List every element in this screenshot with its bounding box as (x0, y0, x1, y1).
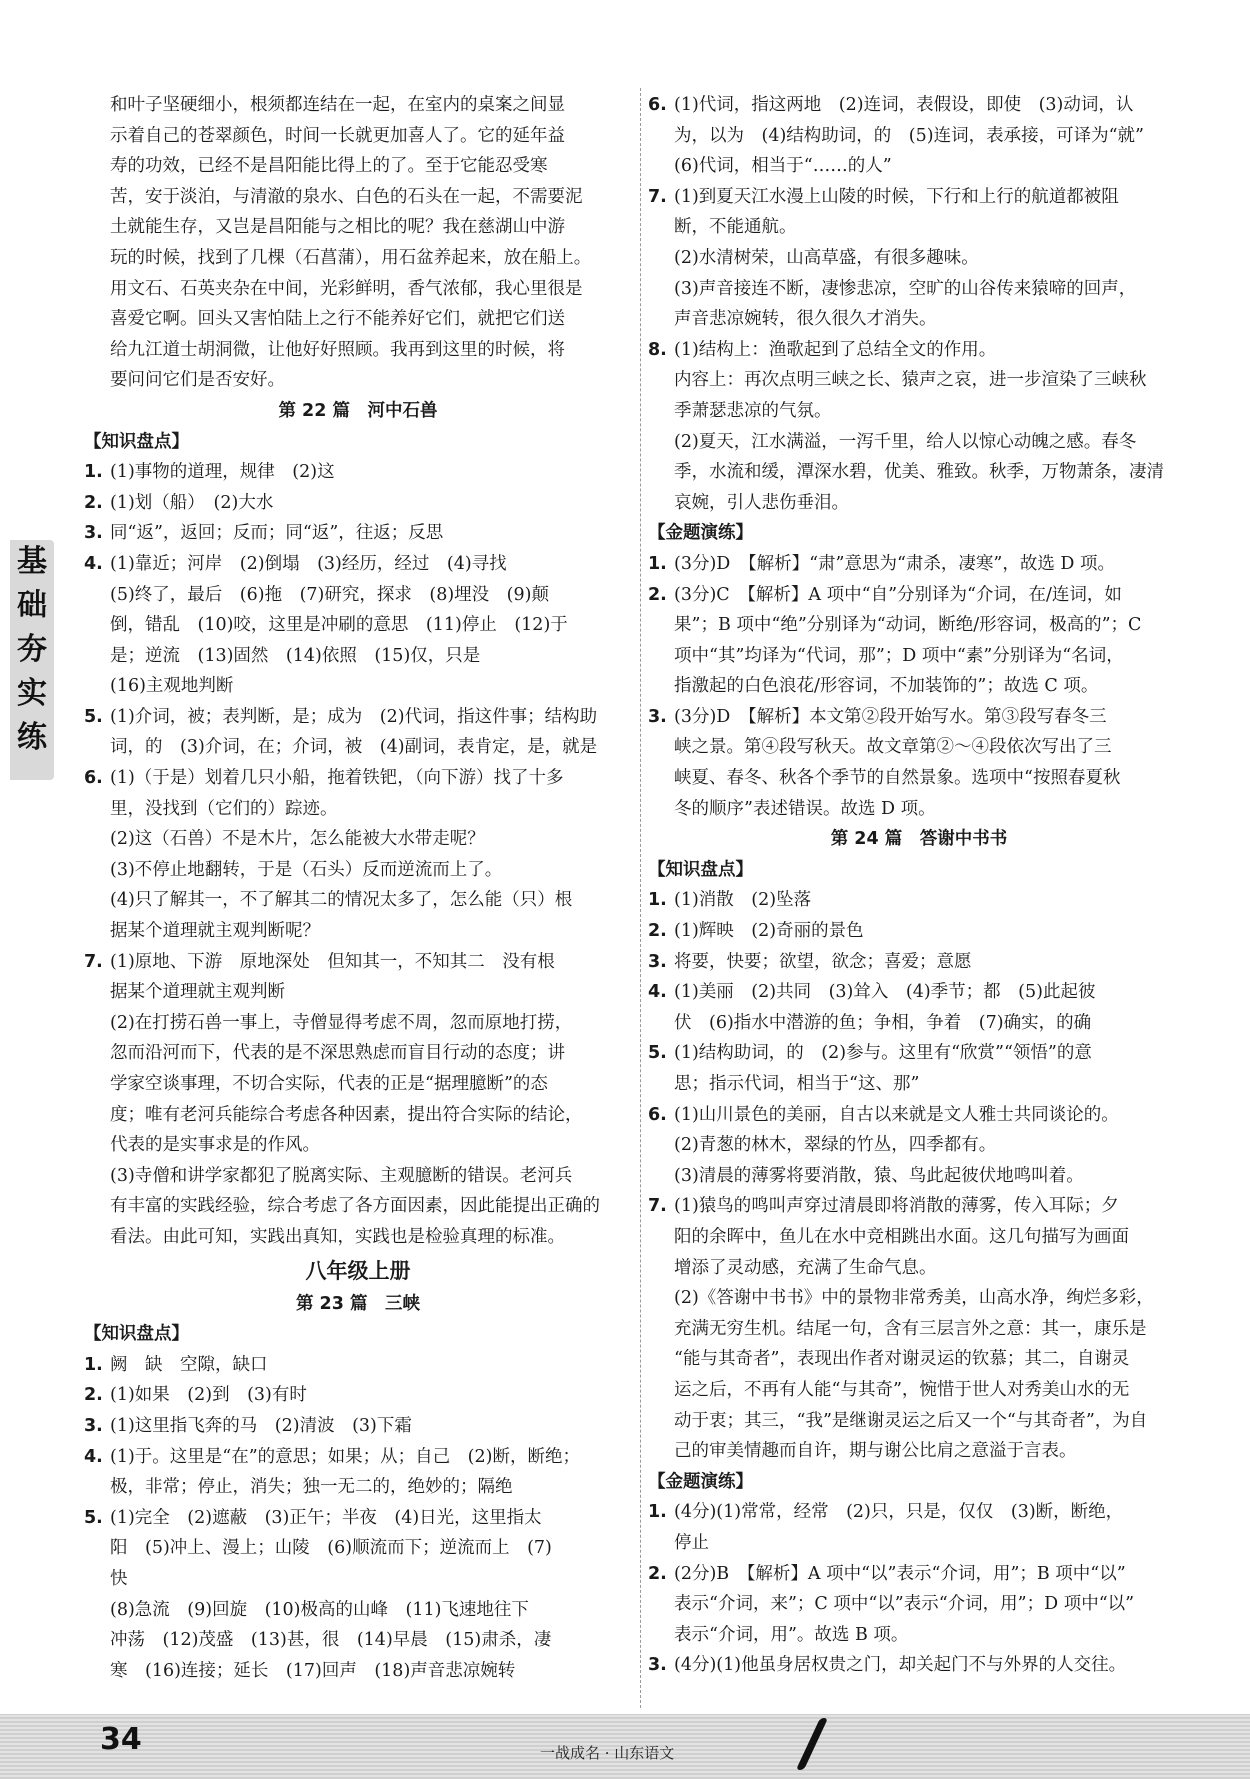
item-number: 3. (84, 523, 103, 544)
item-text: (1)这里指飞奔的马 (2)清波 (3)下霜 (110, 1415, 412, 1436)
footer-text: 一战成名 · 山东语文 (540, 1744, 675, 1762)
text-line: 示着自己的苍翠颜色，时间一长就更加喜人了。它的延年益 (110, 125, 565, 146)
text-line: 有丰富的实践经验，综合考虑了各方面因素，因此能提出正确的 (110, 1196, 600, 1217)
answer-item (84, 1503, 632, 1534)
answer-item (648, 549, 1190, 580)
text-line: 季，水流和缓，潭深水碧，优美、雅致。秋季，万物萧条，凄清 (674, 462, 1164, 483)
text-line: (4)只了解其一，不了解其二的情况太多了，怎么能（只）根 (110, 890, 573, 911)
answer-item (648, 90, 1190, 121)
answer-item (84, 1380, 632, 1411)
text-line: 哀婉，引人悲伤垂泪。 (674, 492, 849, 513)
item-number: 3. (84, 1415, 103, 1436)
item-number: 5. (648, 1043, 667, 1064)
item-text: 阙 缺 空隙，缺口 (110, 1354, 268, 1375)
text-line: (2)《答谢中书书》中的景物非常秀美，山高水净，绚烂多彩， (674, 1288, 1154, 1309)
text-line: 项中“其”均译为“代词，那”；D 项中“素”分别译为“名词， (674, 645, 1124, 666)
text-line: 给九江道士胡洞微，让他好好照顾。我再到这里的时候，将 (110, 339, 565, 360)
item-text: (1)原地、下游 原地深处 但知其一，不知其二 没有根 (110, 951, 555, 972)
text-line: (2)水清树荣，山高草盛，有很多趣味。 (674, 247, 979, 268)
item-text: (1)划（船） (2)大水 (110, 492, 274, 513)
answer-item (84, 549, 632, 580)
left-column (84, 90, 632, 1686)
text-line: 倒，错乱 (10)咬，这里是冲刷的意思 (11)停止 (12)于 (110, 615, 568, 636)
answer-item (84, 702, 632, 733)
answer-item (648, 580, 1190, 611)
item-number: 4. (84, 1446, 103, 1467)
page-number: 34 (100, 1722, 142, 1757)
item-text: (1)代词，指这两地 (2)连词，表假设，即使 (3)动词，认 (674, 95, 1134, 115)
text-line: 忽而沿河而下，代表的是不深思熟虑而盲目行动的态度；讲 (110, 1043, 565, 1064)
text-line: (8)急流 (9)回旋 (10)极高的山峰 (11)飞速地往下 (110, 1599, 529, 1620)
text-line: 苦，安于淡泊，与清澈的泉水、白色的石头在一起，不需要泥 (110, 186, 583, 207)
item-number: 3. (648, 1655, 667, 1676)
text-line: 里，没找到（它们的）踪迹。 (110, 798, 338, 819)
side-tab-char: 夯 (17, 632, 47, 667)
text-line: 表示“介词，用”。故选 B 项。 (674, 1624, 909, 1645)
item-text: (1)结构上：渔歌起到了总结全文的作用。 (674, 339, 997, 360)
item-text: 同“返”，返回；反而；同“返”，往返；反思 (110, 523, 444, 544)
item-number: 1. (648, 553, 667, 574)
text-line: 据某个道理就主观判断呢？ (110, 921, 320, 942)
item-text: 将要，快要；欲望，欲念；喜爱；意愿 (674, 951, 972, 972)
text-line: 看法。由此可知，实践出真知，实践也是检验真理的标准。 (110, 1226, 565, 1247)
text-line: 土就能生存，又岂是昌阳能与之相比的呢？我在慈湖山中游 (110, 217, 565, 238)
side-tab-char: 实 (17, 676, 47, 711)
item-text: (3分)D 【解析】本文第②段开始写水。第③段写春冬三 (674, 706, 1107, 727)
text-line: 声音悲凉婉转，很久很久才消失。 (674, 309, 937, 330)
text-line: 寒 (16)连接；延长 (17)回声 (18)声音悲凉婉转 (110, 1660, 516, 1681)
text-line: 表示“介词，来”；C 项中“以”表示“介词，用”；D 项中“以” (674, 1594, 1135, 1615)
item-number: 7. (84, 951, 103, 972)
answer-item (84, 1411, 632, 1442)
item-text: (4分)(1)他虽身居权贵之门，却关起门不与外界的人交往。 (674, 1655, 1127, 1676)
section-title: 第 24 篇 答谢中书书 (830, 829, 1008, 850)
text-line: (2)在打捞石兽一事上，寺僧显得考虑不周，忽而原地打捞， (110, 1012, 573, 1033)
section-heading: 【金题演练】 (648, 523, 753, 544)
text-line: 指激起的白色浪花/形容词，不加装饰的”；故选 C 项。 (674, 676, 1099, 697)
text-line: (3)声音接连不断，凄惨悲凉，空旷的山谷传来猿啼的回声， (674, 278, 1137, 299)
answer-item (84, 947, 632, 978)
item-text: (1)（于是）划着几只小船，拖着铁钯，（向下游）找了十多 (110, 768, 564, 789)
text-line: (3)清晨的薄雾将要消散，猿、鸟此起彼伏地鸣叫着。 (674, 1165, 1084, 1186)
item-number: 2. (84, 492, 103, 513)
item-text: (1)美丽 (2)共同 (3)耸入 (4)季节；都 (5)此起彼 (674, 982, 1096, 1003)
section-heading: 【知识盘点】 (84, 1324, 189, 1345)
item-text: (1)如果 (2)到 (3)有时 (110, 1385, 307, 1406)
item-number: 2. (648, 584, 667, 605)
text-line: 增添了灵动感，充满了生命气息。 (674, 1257, 937, 1278)
section-title: 第 22 篇 河中石兽 (278, 400, 438, 421)
item-text: (2分)B 【解析】A 项中“以”表示“介词，用”；B 项中“以” (674, 1563, 1126, 1584)
text-line: 充满无穷生机。结尾一句，含有三层言外之意：其一，康乐是 (674, 1318, 1147, 1339)
item-number: 6. (648, 1104, 667, 1125)
item-number: 8. (648, 339, 667, 360)
item-number: 4. (648, 982, 667, 1003)
volume-title: 八年级上册 (305, 1258, 411, 1283)
section-heading: 【金题演练】 (648, 1471, 753, 1492)
text-line: (16)主观地判断 (110, 676, 234, 697)
item-text: (1)猿鸟的鸣叫声穿过清晨即将消散的薄雾，传入耳际；夕 (674, 1196, 1119, 1217)
text-line: (2)青葱的林木，翠绿的竹丛，四季都有。 (674, 1135, 997, 1156)
text-line: 极，非常；停止，消失；独一无二的，绝妙的；隔绝 (110, 1477, 513, 1498)
text-line: 阳 (5)冲上、漫上；山陵 (6)顺流而下；逆流而上 (7) (110, 1538, 552, 1559)
item-text: (1)于。这里是“在”的意思；如果；从；自己 (2)断，断绝； (110, 1446, 580, 1467)
item-number: 3. (648, 951, 667, 972)
side-tab (10, 540, 54, 780)
item-text: (3分)D 【解析】“肃”意思为“肃杀，凄寒”，故选 D 项。 (674, 553, 1116, 574)
text-line: 为，以为 (4)结构助词，的 (5)连词，表承接，可译为“就” (674, 125, 1144, 146)
text-line: 是；逆流 (13)固然 (14)依照 (15)仅，只是 (110, 645, 481, 666)
answer-item (84, 1350, 632, 1381)
column-divider (640, 88, 641, 1708)
side-tab-char: 础 (17, 588, 47, 623)
answer-item (648, 1559, 1190, 1590)
text-line: (5)终了，最后 (6)拖 (7)研究，探求 (8)埋没 (9)颠 (110, 584, 549, 605)
text-line: 词，的 (3)介词，在；介词，被 (4)副词，表肯定，是，就是 (110, 737, 598, 758)
text-line: 伏 (6)指水中潜游的鱼；争相，争着 (7)确实，的确 (674, 1012, 1092, 1033)
answer-item (648, 947, 1190, 978)
answer-item (648, 1100, 1190, 1131)
item-number: 4. (84, 553, 103, 574)
item-text: (1)事物的道理，规律 (2)这 (110, 462, 335, 483)
answer-item (648, 182, 1190, 213)
text-line: (6)代词，相当于“……的人” (674, 156, 892, 177)
item-number: 2. (648, 1563, 667, 1584)
text-line: 果”；B 项中“绝”分别译为“动词，断绝/形容词，极高的”；C (674, 615, 1142, 636)
item-number: 3. (648, 706, 667, 727)
text-line: 峡夏、春冬、秋各个季节的自然景象。选项中“按照春夏秋 (674, 768, 1121, 789)
answer-item (648, 977, 1190, 1008)
text-line: 和叶子坚硬细小，根须都连结在一起，在室内的桌案之间显 (110, 95, 565, 115)
section-heading: 【知识盘点】 (648, 859, 753, 880)
item-number: 6. (84, 768, 103, 789)
item-text: (1)到夏天江水漫上山陵的时候，下行和上行的航道都被阻 (674, 186, 1119, 207)
answer-item (648, 1038, 1190, 1069)
text-line: (3)不停止地翻转，于是（石头）反而逆流而上了。 (110, 859, 503, 880)
text-line: 冲荡 (12)茂盛 (13)甚，很 (14)早晨 (15)肃杀，凄 (110, 1630, 552, 1651)
item-number: 5. (84, 706, 103, 727)
text-line: (2)夏天，江水满溢，一泻千里，给人以惊心动魄之感。春冬 (674, 431, 1137, 452)
item-number: 2. (84, 1385, 103, 1406)
item-text: (1)介词，被；表判断，是；成为 (2)代词，指这件事；结构助 (110, 706, 598, 727)
answer-item (648, 1191, 1190, 1222)
text-line: 己的审美情趣而自许，期与谢公比肩之意溢于言表。 (674, 1441, 1077, 1462)
text-line: 据某个道理就主观判断 (110, 982, 285, 1003)
item-number: 1. (648, 1502, 667, 1523)
side-tab-char: 基 (17, 544, 47, 579)
text-line: 代表的是实事求是的作风。 (110, 1135, 320, 1156)
text-line: 内容上：再次点明三峡之长、猿声之哀，进一步渲染了三峡秋 (674, 370, 1147, 391)
answer-item (648, 702, 1190, 733)
item-number: 1. (84, 462, 103, 483)
text-line: 用文石、石英夹杂在中间，光彩鲜明，香气浓郁，我心里很是 (110, 278, 583, 299)
answer-item (648, 1497, 1190, 1528)
item-text: (1)消散 (2)坠落 (674, 890, 812, 911)
item-text: (1)完全 (2)遮蔽 (3)正午；半夜 (4)日光，这里指太 (110, 1507, 542, 1528)
text-line: 运之后，不再有人能“与其奇”，惋惜于世人对秀美山水的无 (674, 1379, 1130, 1400)
item-number: 5. (84, 1507, 103, 1528)
item-text: (1)山川景色的美丽，自古以来就是文人雅士共同谈论的。 (674, 1104, 1119, 1125)
item-text: (1)靠近；河岸 (2)倒塌 (3)经历，经过 (4)寻找 (110, 553, 507, 574)
right-column (648, 90, 1190, 1681)
answer-item (648, 335, 1190, 366)
text-line: 喜爱它啊。回头又害怕陆上之行不能养好它们，就把它们送 (110, 309, 565, 330)
answer-item (84, 457, 632, 488)
side-tab-char: 练 (17, 720, 47, 755)
item-text: (1)结构助词，的 (2)参与。这里有“欣赏”“领悟”的意 (674, 1043, 1092, 1064)
text-line: 季萧瑟悲凉的气氛。 (674, 400, 832, 421)
text-line: 寿的功效，已经不是昌阳能比得上的了。至于它能忍受寒 (110, 156, 548, 177)
section-title: 第 23 篇 三峡 (295, 1293, 421, 1314)
text-line: “能与其奇者”，表现出作者对谢灵运的钦慕；其二，自谢灵 (674, 1349, 1130, 1370)
item-number: 1. (648, 890, 667, 911)
text-line: (3)寺僧和讲学家都犯了脱离实际、主观臆断的错误。老河兵 (110, 1165, 573, 1186)
text-line: 断，不能通航。 (674, 217, 797, 238)
answer-item (84, 488, 632, 519)
text-line: 阳的余晖中，鱼儿在水中竞相跳出水面。这几句描写为画面 (674, 1226, 1129, 1247)
text-line: 思；指示代词，相当于“这、那” (674, 1074, 920, 1094)
text-line: 学家空谈事理，不切合实际，代表的正是“据理臆断”的态 (110, 1074, 548, 1094)
item-text: (3分)C 【解析】A 项中“自”分别译为“介词，在/连词，如 (674, 584, 1122, 605)
text-line: 快 (110, 1568, 128, 1589)
text-line: 停止 (674, 1532, 709, 1553)
item-number: 1. (84, 1354, 103, 1375)
item-text: (4分)(1)常常，经常 (2)只，只是，仅仅 (3)断，断绝， (674, 1502, 1124, 1523)
item-number: 6. (648, 95, 667, 115)
text-line: 要问问它们是否安好。 (110, 370, 285, 391)
answer-item (84, 518, 632, 549)
item-number: 2. (648, 921, 667, 942)
item-text: (1)辉映 (2)奇丽的景色 (674, 921, 864, 942)
text-line: 冬的顺序”表述错误。故选 D 项。 (674, 798, 936, 819)
text-line: 度；唯有老河兵能综合考虑各种因素，提出符合实际的结论， (110, 1104, 583, 1125)
text-line: 玩的时候，找到了几棵（石菖蒲），用石盆养起来，放在船上。 (110, 247, 592, 268)
item-number: 7. (648, 1196, 667, 1217)
section-heading: 【知识盘点】 (84, 431, 189, 452)
item-number: 7. (648, 186, 667, 207)
answer-item (648, 885, 1190, 916)
answer-item (84, 763, 632, 794)
answer-item (648, 916, 1190, 947)
answer-item (84, 1442, 632, 1473)
text-line: 峡之景。第④段写秋天。故文章第②～④段依次写出了三 (674, 737, 1112, 758)
text-line: 动于衷；其三，“我”是继谢灵运之后又一个“与其奇者”，为自 (674, 1410, 1148, 1431)
answer-item (648, 1650, 1190, 1681)
text-line: (2)这（石兽）不是木片，怎么能被大水带走呢？ (110, 829, 485, 850)
